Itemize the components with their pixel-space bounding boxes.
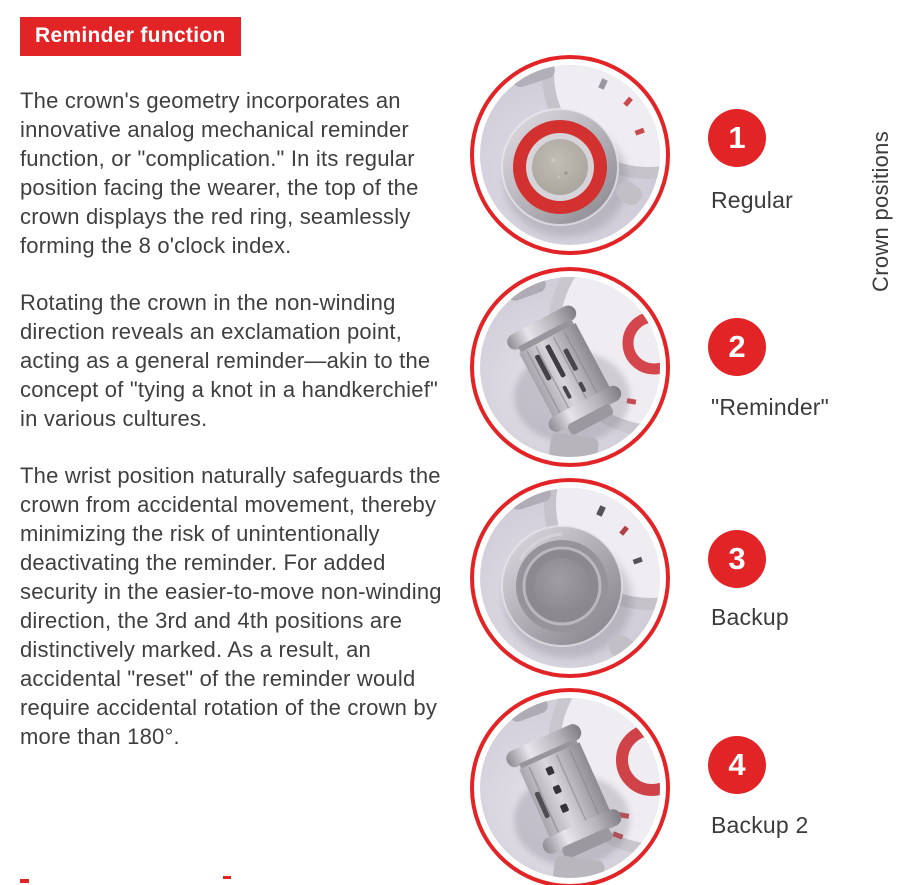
position-badge-4 <box>708 736 766 794</box>
position-label-regular: Regular <box>711 187 793 213</box>
crown-top-plain-image <box>480 488 660 668</box>
section-heading: Reminder function <box>35 24 226 47</box>
crown-positions-vertical-label: Crown positions <box>868 130 893 292</box>
crown-photo-backup-2 <box>470 688 670 885</box>
position-number: 4 <box>728 747 746 782</box>
article-text <box>20 86 444 779</box>
paragraph-regular-position: The crown's geometry incorporates an innovative analog mechanical reminder function, or "complication." In its regular position facing the wearer, the top of the crown displays the red ring, seamlessly forming the 8 o'clock index. <box>20 88 419 258</box>
crown-photo-backup <box>470 478 670 678</box>
crown-top-red-ring-image <box>480 65 660 245</box>
crown-photo-reminder <box>470 267 670 467</box>
position-label-reminder: "Reminder" <box>711 394 830 420</box>
position-number: 1 <box>728 120 746 155</box>
position-badge-1 <box>708 109 766 167</box>
paragraph-reminder-rotation: Rotating the crown in the non-winding direction reveals an exclamation point, acting as a general reminder—akin to the concept of "tying a knot in a handkerchief" in various cultures. <box>20 290 439 431</box>
section-heading-badge <box>20 17 241 56</box>
position-label-backup: Backup <box>711 604 789 630</box>
position-badge-3 <box>708 530 766 588</box>
cropped-red-fragment <box>223 876 231 879</box>
crown-side-dots-image <box>480 698 660 878</box>
crown-side-slots-image <box>480 277 660 457</box>
position-number: 3 <box>728 541 746 576</box>
cropped-red-fragment <box>20 879 29 883</box>
position-badge-2 <box>708 318 766 376</box>
paragraph-safeguards: The wrist position naturally safeguards the crown from accidental movement, thereby minimizing the risk of unintentionally deactivating the reminder. For added security in the easier-to-move non-winding direction, the 3rd and 4th positions are distinctively marked. As a result, an accidental "reset" of the reminder would require accidental rotation of the crown by more than 180°. <box>20 463 442 749</box>
position-number: 2 <box>728 329 746 364</box>
position-label-backup-2: Backup 2 <box>711 812 809 838</box>
crown-photo-regular <box>470 55 670 255</box>
